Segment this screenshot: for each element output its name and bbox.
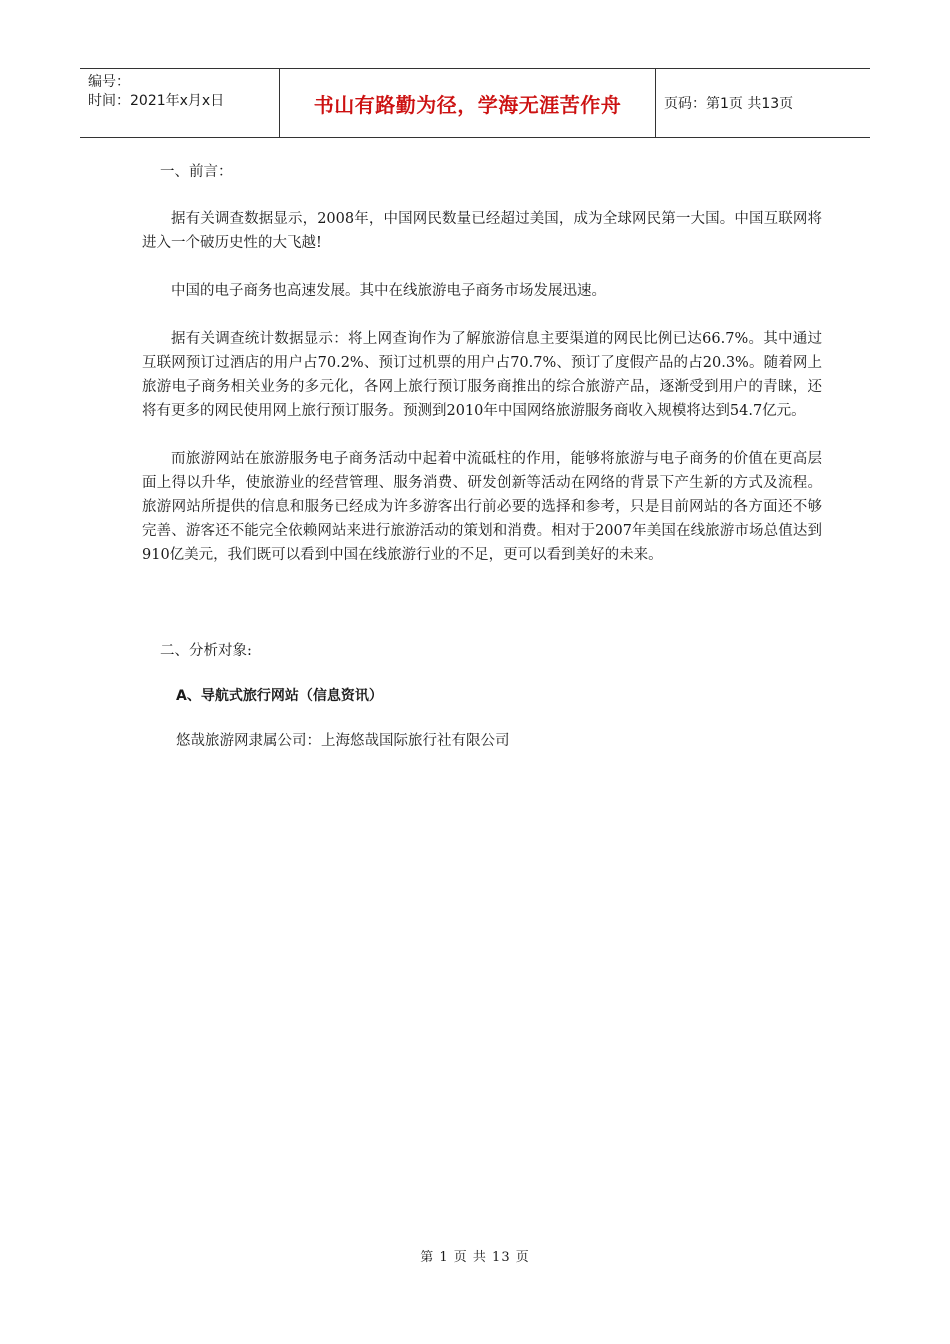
document-time-label: 时间：2021年x月x日 bbox=[88, 93, 225, 109]
section-heading-intro: 一、前言： bbox=[160, 164, 233, 180]
paragraph-2: 中国的电子商务也高速发展。其中在线旅游电子商务市场发展迅速。 bbox=[171, 283, 606, 299]
page-footer: 第 1 页 共 13 页 bbox=[420, 1250, 530, 1265]
header-motto: 书山有路勤为径，学海无涯苦作舟 bbox=[280, 69, 656, 137]
document-number-label: 编号： bbox=[88, 74, 130, 90]
document-header bbox=[80, 68, 870, 138]
section-heading-analysis: 二、分析对象: bbox=[160, 643, 252, 659]
header-page-info: 页码：第1页 共13页 bbox=[664, 96, 794, 112]
subsection-heading-a: A、导航式旅行网站（信息资讯） bbox=[176, 688, 383, 704]
paragraph-3: 据有关调查统计数据显示：将上网查询作为了解旅游信息主要渠道的网民比例已达66.7%。其中通过互联网预订过酒店的用户占70.2%、预订过机票的用户占70.7%、预订了度假产品的占20.3%。随着网上旅游电子商务相关业务的多元化，各网上旅行预订服务商推出的综合旅游产品，逐渐受到用户的青睐，还将有更多的网民使用网上旅行预订服务。预测到2010年中国网络旅游服务商收入规模将达到54.7亿元。 bbox=[142, 331, 822, 419]
paragraph-1: 据有关调查数据显示，2008年，中国网民数量已经超过美国，成为全球网民第一大国。中国互联网将进入一个破历史性的大飞越! bbox=[142, 211, 822, 251]
paragraph-4: 而旅游网站在旅游服务电子商务活动中起着中流砥柱的作用，能够将旅游与电子商务的价值在更高层面上得以升华，使旅游业的经营管理、服务消费、研发创新等活动在网络的背景下产生新的方式及流程。旅游网站所提供的信息和服务已经成为许多游客出行前必要的选择和参考，只是目前网站的各方面还不够完善、游客还不能完全依赖网站来进行旅游活动的策划和消费。相对于2007年美国在线旅游市场总值达到910亿美元，我们既可以看到中国在线旅游行业的不足，更可以看到美好的未来。 bbox=[142, 451, 822, 563]
company-line: 悠哉旅游网隶属公司：上海悠哉国际旅行社有限公司 bbox=[176, 733, 510, 749]
document-body bbox=[142, 160, 822, 753]
header-meta bbox=[80, 69, 280, 137]
